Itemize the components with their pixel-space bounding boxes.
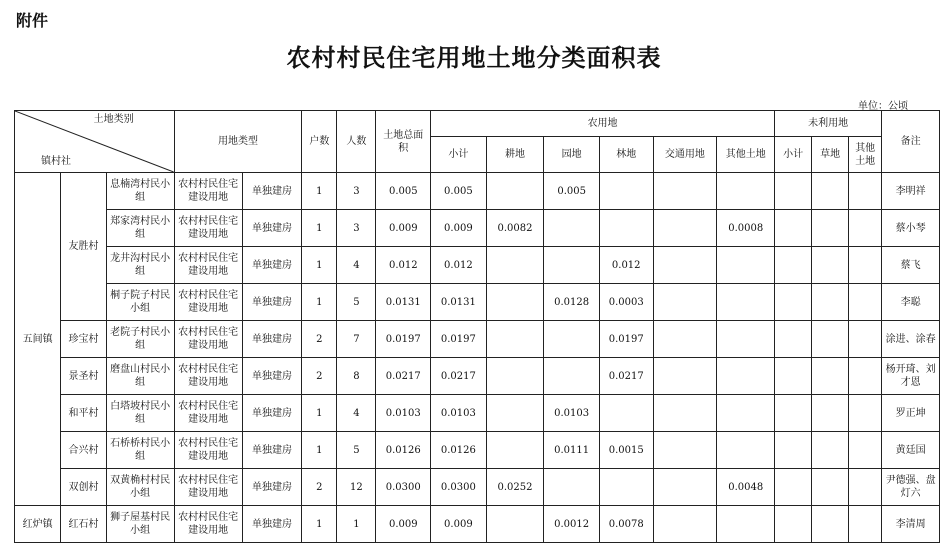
- group-cell: 狮子屋基村民小组: [106, 506, 174, 543]
- farmland-cell: [486, 173, 544, 210]
- total-cell: 0.0217: [376, 358, 431, 395]
- table-row: [15, 247, 940, 284]
- agri-sub-cell: 0.012: [431, 247, 487, 284]
- land-area-table: [14, 110, 940, 543]
- forest-cell: [599, 173, 653, 210]
- village-cell: 景圣村: [61, 358, 106, 395]
- grass-cell: [812, 247, 849, 284]
- town-cell: 红炉镇: [15, 506, 61, 543]
- people-cell: 12: [337, 469, 376, 506]
- grass-cell: [812, 395, 849, 432]
- garden-cell: 0.0103: [544, 395, 600, 432]
- header-unused-subtotal: 小计: [775, 137, 812, 173]
- header-garden: 园地: [544, 137, 600, 173]
- group-cell: 息楠湾村民小组: [106, 173, 174, 210]
- garden-cell: [544, 247, 600, 284]
- unused-sub-cell: [775, 321, 812, 358]
- land-use-category-cell: 农村村民住宅建设用地: [174, 210, 242, 247]
- transport-cell: [653, 432, 717, 469]
- farmland-cell: 0.0252: [486, 469, 544, 506]
- households-cell: 1: [302, 247, 337, 284]
- remark-cell: 涂进、涂春: [882, 321, 940, 358]
- building-type-cell: 单独建房: [242, 432, 302, 469]
- unused-sub-cell: [775, 173, 812, 210]
- remark-cell: 李清周: [882, 506, 940, 543]
- building-type-cell: 单独建房: [242, 247, 302, 284]
- households-cell: 1: [302, 210, 337, 247]
- header-transport: 交通用地: [653, 137, 717, 173]
- total-cell: 0.0131: [376, 284, 431, 321]
- land-use-category-cell: 农村村民住宅建设用地: [174, 358, 242, 395]
- group-cell: 白塔坡村民小组: [106, 395, 174, 432]
- group-cell: 双黄桷村村民小组: [106, 469, 174, 506]
- unused-other-cell: [849, 506, 882, 543]
- document-title: 农村村民住宅用地土地分类面积表: [286, 43, 662, 72]
- farmland-cell: [486, 321, 544, 358]
- other-cell: [717, 173, 775, 210]
- unused-sub-cell: [775, 395, 812, 432]
- transport-cell: [653, 210, 717, 247]
- unused-sub-cell: [775, 284, 812, 321]
- garden-cell: 0.0012: [544, 506, 600, 543]
- header-households: 户数: [302, 111, 337, 173]
- building-type-cell: 单独建房: [242, 395, 302, 432]
- table-row: [15, 284, 940, 321]
- land-use-category-cell: 农村村民住宅建设用地: [174, 469, 242, 506]
- total-cell: 0.0103: [376, 395, 431, 432]
- transport-cell: [653, 173, 717, 210]
- people-cell: 4: [337, 395, 376, 432]
- village-cell: 合兴村: [61, 432, 106, 469]
- transport-cell: [653, 284, 717, 321]
- land-use-category-cell: 农村村民住宅建设用地: [174, 173, 242, 210]
- corner-header: [15, 111, 175, 173]
- village-cell: 双创村: [61, 469, 106, 506]
- unused-other-cell: [849, 358, 882, 395]
- header-land-use-type: 用地类型: [174, 111, 302, 173]
- group-cell: 桐子院子村民小组: [106, 284, 174, 321]
- farmland-cell: 0.0082: [486, 210, 544, 247]
- households-cell: 1: [302, 432, 337, 469]
- building-type-cell: 单独建房: [242, 469, 302, 506]
- table-row: [15, 321, 940, 358]
- other-cell: 0.0048: [717, 469, 775, 506]
- garden-cell: [544, 469, 600, 506]
- households-cell: 2: [302, 321, 337, 358]
- garden-cell: 0.005: [544, 173, 600, 210]
- households-cell: 1: [302, 173, 337, 210]
- unused-other-cell: [849, 432, 882, 469]
- people-cell: 1: [337, 506, 376, 543]
- forest-cell: [599, 469, 653, 506]
- village-cell: 友胜村: [61, 173, 106, 321]
- forest-cell: 0.0015: [599, 432, 653, 469]
- garden-cell: [544, 321, 600, 358]
- unused-other-cell: [849, 284, 882, 321]
- transport-cell: [653, 469, 717, 506]
- farmland-cell: [486, 284, 544, 321]
- people-cell: 5: [337, 432, 376, 469]
- corner-top-label: 土地类别: [93, 114, 134, 125]
- people-cell: 3: [337, 210, 376, 247]
- corner-bottom-label: 镇村社: [41, 156, 71, 167]
- land-use-category-cell: 农村村民住宅建设用地: [174, 395, 242, 432]
- forest-cell: 0.0197: [599, 321, 653, 358]
- people-cell: 3: [337, 173, 376, 210]
- unused-sub-cell: [775, 210, 812, 247]
- farmland-cell: [486, 432, 544, 469]
- land-use-category-cell: 农村村民住宅建设用地: [174, 432, 242, 469]
- remark-cell: 蔡小琴: [882, 210, 940, 247]
- header-forest: 林地: [599, 137, 653, 173]
- agri-sub-cell: 0.009: [431, 210, 487, 247]
- building-type-cell: 单独建房: [242, 321, 302, 358]
- transport-cell: [653, 395, 717, 432]
- agri-sub-cell: 0.0300: [431, 469, 487, 506]
- transport-cell: [653, 321, 717, 358]
- grass-cell: [812, 284, 849, 321]
- header-remarks: 备注: [882, 111, 940, 173]
- grass-cell: [812, 469, 849, 506]
- other-cell: [717, 321, 775, 358]
- header-total-area: 土地总面积: [376, 111, 431, 173]
- grass-cell: [812, 173, 849, 210]
- village-cell: 珍宝村: [61, 321, 106, 358]
- garden-cell: 0.0128: [544, 284, 600, 321]
- village-cell: 和平村: [61, 395, 106, 432]
- unused-other-cell: [849, 321, 882, 358]
- transport-cell: [653, 358, 717, 395]
- group-cell: 老院子村民小组: [106, 321, 174, 358]
- header-people: 人数: [337, 111, 376, 173]
- unit-label: 单位：公顷: [858, 101, 908, 112]
- garden-cell: [544, 358, 600, 395]
- unused-other-cell: [849, 247, 882, 284]
- land-use-category-cell: 农村村民住宅建设用地: [174, 321, 242, 358]
- households-cell: 1: [302, 506, 337, 543]
- other-cell: [717, 247, 775, 284]
- unused-sub-cell: [775, 506, 812, 543]
- garden-cell: [544, 210, 600, 247]
- village-cell: 红石村: [61, 506, 106, 543]
- header-unused-other: 其他土地: [849, 137, 882, 173]
- remark-cell: 蔡飞: [882, 247, 940, 284]
- table-row: [15, 432, 940, 469]
- town-cell: 五间镇: [15, 173, 61, 506]
- other-cell: [717, 284, 775, 321]
- table-row: [15, 358, 940, 395]
- header-agricultural: 农用地: [431, 111, 775, 137]
- table-row: [15, 173, 940, 210]
- people-cell: 4: [337, 247, 376, 284]
- forest-cell: 0.0217: [599, 358, 653, 395]
- other-cell: [717, 432, 775, 469]
- forest-cell: 0.012: [599, 247, 653, 284]
- land-use-category-cell: 农村村民住宅建设用地: [174, 284, 242, 321]
- table-row: [15, 469, 940, 506]
- total-cell: 0.0126: [376, 432, 431, 469]
- grass-cell: [812, 210, 849, 247]
- agri-sub-cell: 0.0103: [431, 395, 487, 432]
- group-cell: 磨盘山村民小组: [106, 358, 174, 395]
- header-grass: 草地: [812, 137, 849, 173]
- group-cell: 石桥桥村民小组: [106, 432, 174, 469]
- agri-sub-cell: 0.009: [431, 506, 487, 543]
- total-cell: 0.009: [376, 210, 431, 247]
- remark-cell: 尹德强、盘灯六: [882, 469, 940, 506]
- table-row: [15, 506, 940, 543]
- unused-sub-cell: [775, 247, 812, 284]
- garden-cell: 0.0111: [544, 432, 600, 469]
- transport-cell: [653, 506, 717, 543]
- people-cell: 5: [337, 284, 376, 321]
- households-cell: 1: [302, 395, 337, 432]
- other-cell: [717, 506, 775, 543]
- agri-sub-cell: 0.0131: [431, 284, 487, 321]
- unused-other-cell: [849, 173, 882, 210]
- unused-sub-cell: [775, 432, 812, 469]
- other-cell: [717, 395, 775, 432]
- agri-sub-cell: 0.0197: [431, 321, 487, 358]
- grass-cell: [812, 321, 849, 358]
- unused-sub-cell: [775, 469, 812, 506]
- farmland-cell: [486, 506, 544, 543]
- total-cell: 0.0197: [376, 321, 431, 358]
- farmland-cell: [486, 247, 544, 284]
- building-type-cell: 单独建房: [242, 358, 302, 395]
- land-use-category-cell: 农村村民住宅建设用地: [174, 506, 242, 543]
- remark-cell: 杨开琦、刘才恩: [882, 358, 940, 395]
- people-cell: 7: [337, 321, 376, 358]
- table-row: [15, 395, 940, 432]
- agri-sub-cell: 0.005: [431, 173, 487, 210]
- forest-cell: 0.0078: [599, 506, 653, 543]
- forest-cell: 0.0003: [599, 284, 653, 321]
- grass-cell: [812, 506, 849, 543]
- farmland-cell: [486, 358, 544, 395]
- unused-other-cell: [849, 395, 882, 432]
- households-cell: 2: [302, 358, 337, 395]
- remark-cell: 黄廷国: [882, 432, 940, 469]
- group-cell: 龙井沟村民小组: [106, 247, 174, 284]
- agri-sub-cell: 0.0126: [431, 432, 487, 469]
- total-cell: 0.009: [376, 506, 431, 543]
- remark-cell: 李聪: [882, 284, 940, 321]
- unused-sub-cell: [775, 358, 812, 395]
- group-cell: 郑家湾村民小组: [106, 210, 174, 247]
- unused-other-cell: [849, 469, 882, 506]
- header-unused: 未利用地: [775, 111, 882, 137]
- header-other-land: 其他土地: [717, 137, 775, 173]
- agri-sub-cell: 0.0217: [431, 358, 487, 395]
- total-cell: 0.005: [376, 173, 431, 210]
- other-cell: 0.0008: [717, 210, 775, 247]
- header-farmland: 耕地: [486, 137, 544, 173]
- building-type-cell: 单独建房: [242, 210, 302, 247]
- land-use-category-cell: 农村村民住宅建设用地: [174, 247, 242, 284]
- forest-cell: [599, 210, 653, 247]
- grass-cell: [812, 358, 849, 395]
- unused-other-cell: [849, 210, 882, 247]
- building-type-cell: 单独建房: [242, 506, 302, 543]
- table-row: [15, 210, 940, 247]
- building-type-cell: 单独建房: [242, 173, 302, 210]
- farmland-cell: [486, 395, 544, 432]
- remark-cell: 罗正坤: [882, 395, 940, 432]
- other-cell: [717, 358, 775, 395]
- forest-cell: [599, 395, 653, 432]
- people-cell: 8: [337, 358, 376, 395]
- total-cell: 0.0300: [376, 469, 431, 506]
- header-agri-subtotal: 小计: [431, 137, 487, 173]
- remark-cell: 李明祥: [882, 173, 940, 210]
- households-cell: 2: [302, 469, 337, 506]
- households-cell: 1: [302, 284, 337, 321]
- attachment-label: 附件: [16, 11, 49, 30]
- transport-cell: [653, 247, 717, 284]
- grass-cell: [812, 432, 849, 469]
- building-type-cell: 单独建房: [242, 284, 302, 321]
- total-cell: 0.012: [376, 247, 431, 284]
